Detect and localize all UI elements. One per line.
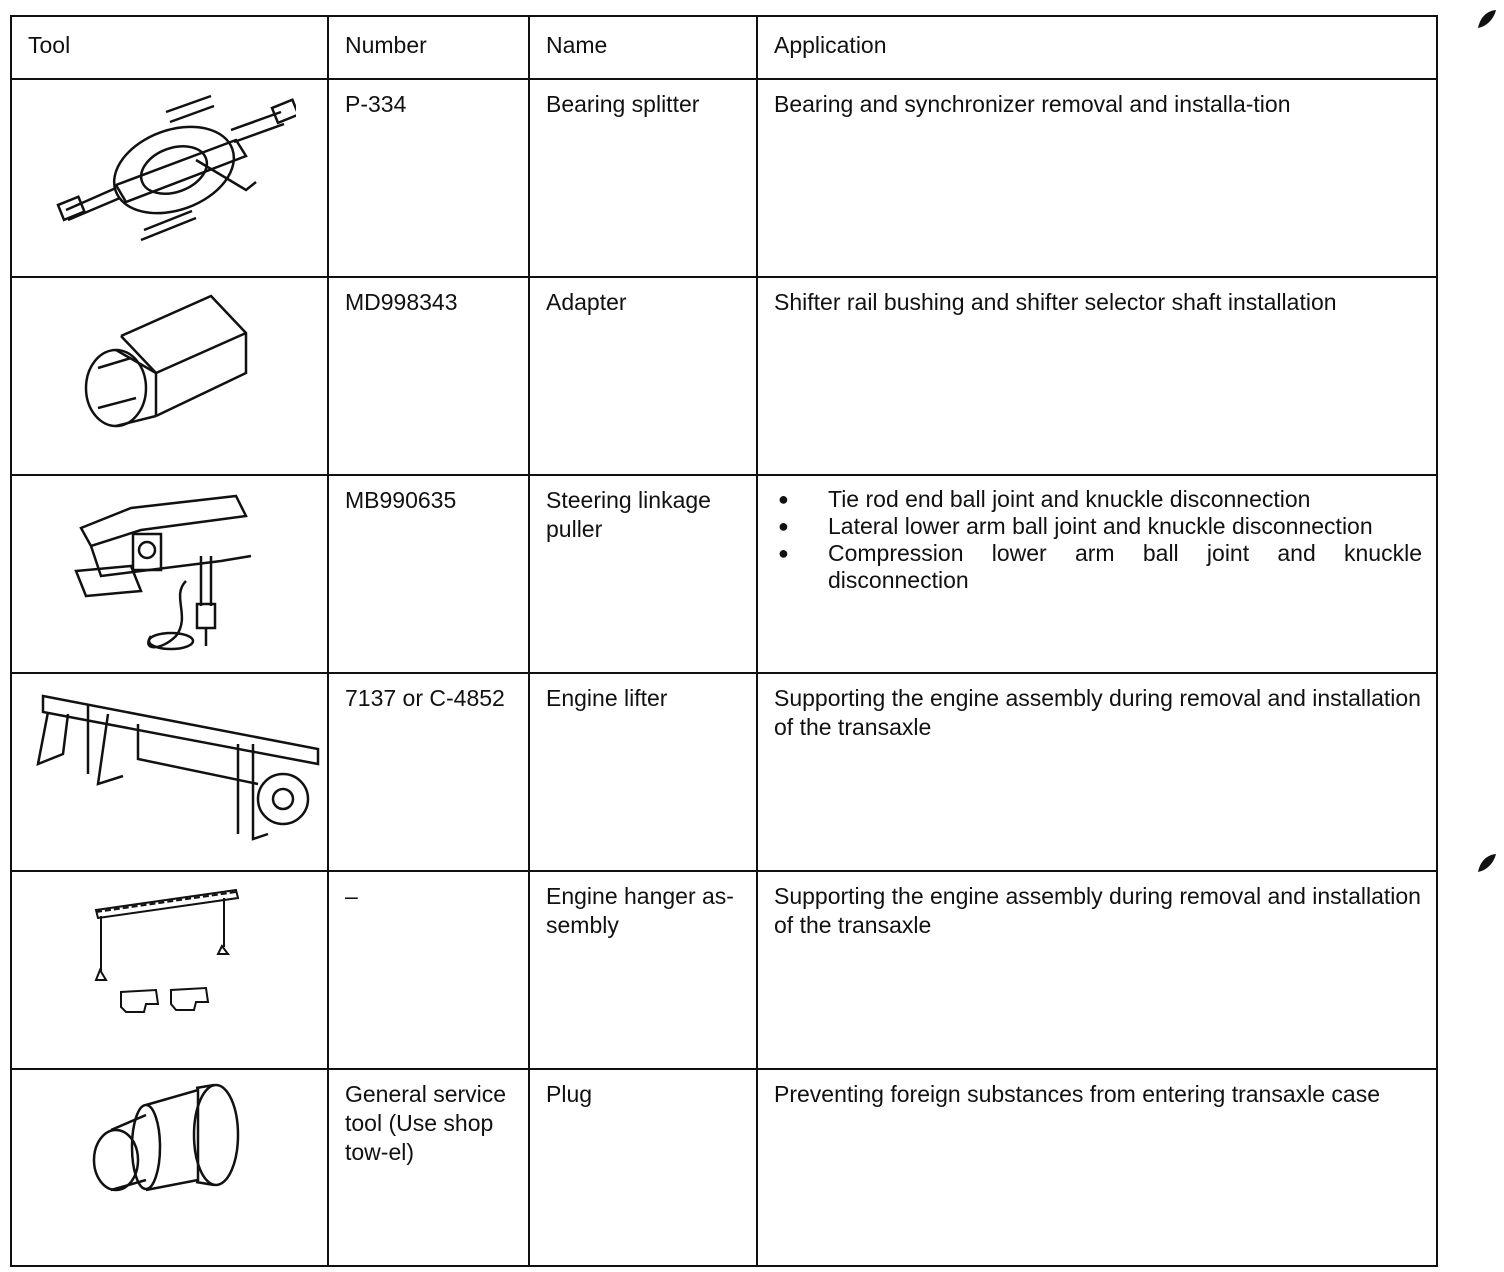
adapter-illustration: [11, 277, 328, 475]
list-item: ● Lateral lower arm ball joint and knuckle disconnection: [774, 513, 1422, 540]
tool-application: Supporting the engine assembly during removal and installation of the transaxle: [757, 673, 1437, 871]
list-item: ● Tie rod end ball joint and knuckle disconnection: [774, 486, 1422, 513]
list-item: ● Compression lower arm ball joint and knuckle disconnection: [774, 540, 1422, 594]
tool-application: Shifter rail bushing and shifter selector shaft installation: [757, 277, 1437, 475]
engine-lifter-illustration: [11, 673, 328, 871]
tool-number: MB990635: [328, 475, 529, 673]
header-name: Name: [529, 16, 757, 79]
table-row: [11, 1069, 1437, 1266]
margin-marker-icon: [1476, 8, 1498, 30]
margin-marker-icon: [1476, 852, 1498, 874]
tool-number: –: [328, 871, 529, 1069]
engine-hanger-assembly-illustration: [11, 871, 328, 1069]
tool-number: General service tool (Use shop tow-el): [328, 1069, 529, 1266]
tool-application: Bearing and synchronizer removal and installa-tion: [757, 79, 1437, 277]
tool-name: Engine hanger as-sembly: [529, 871, 757, 1069]
table-row: [11, 673, 1437, 871]
table-row: [11, 79, 1437, 277]
bearing-splitter-illustration: [11, 79, 328, 277]
header-number: Number: [328, 16, 529, 79]
table-row: [11, 871, 1437, 1069]
table-row: [11, 475, 1437, 673]
tool-name: Adapter: [529, 277, 757, 475]
table-header-row: [11, 16, 1437, 79]
tool-number: 7137 or C-4852: [328, 673, 529, 871]
tool-application: Supporting the engine assembly during removal and installation of the transaxle: [757, 871, 1437, 1069]
tool-name: Plug: [529, 1069, 757, 1266]
tool-application: Preventing foreign substances from entering transaxle case: [757, 1069, 1437, 1266]
tool-number: P-334: [328, 79, 529, 277]
steering-linkage-puller-illustration: [11, 475, 328, 673]
header-application: Application: [757, 16, 1437, 79]
special-tools-table: [10, 15, 1438, 1267]
tool-name: Steering linkage puller: [529, 475, 757, 673]
table-row: [11, 277, 1437, 475]
tool-number: MD998343: [328, 277, 529, 475]
plug-illustration: [11, 1069, 328, 1266]
tool-name: Engine lifter: [529, 673, 757, 871]
header-tool: Tool: [11, 16, 328, 79]
tool-name: Bearing splitter: [529, 79, 757, 277]
application-list: [774, 486, 1422, 594]
tool-application: [757, 475, 1437, 673]
